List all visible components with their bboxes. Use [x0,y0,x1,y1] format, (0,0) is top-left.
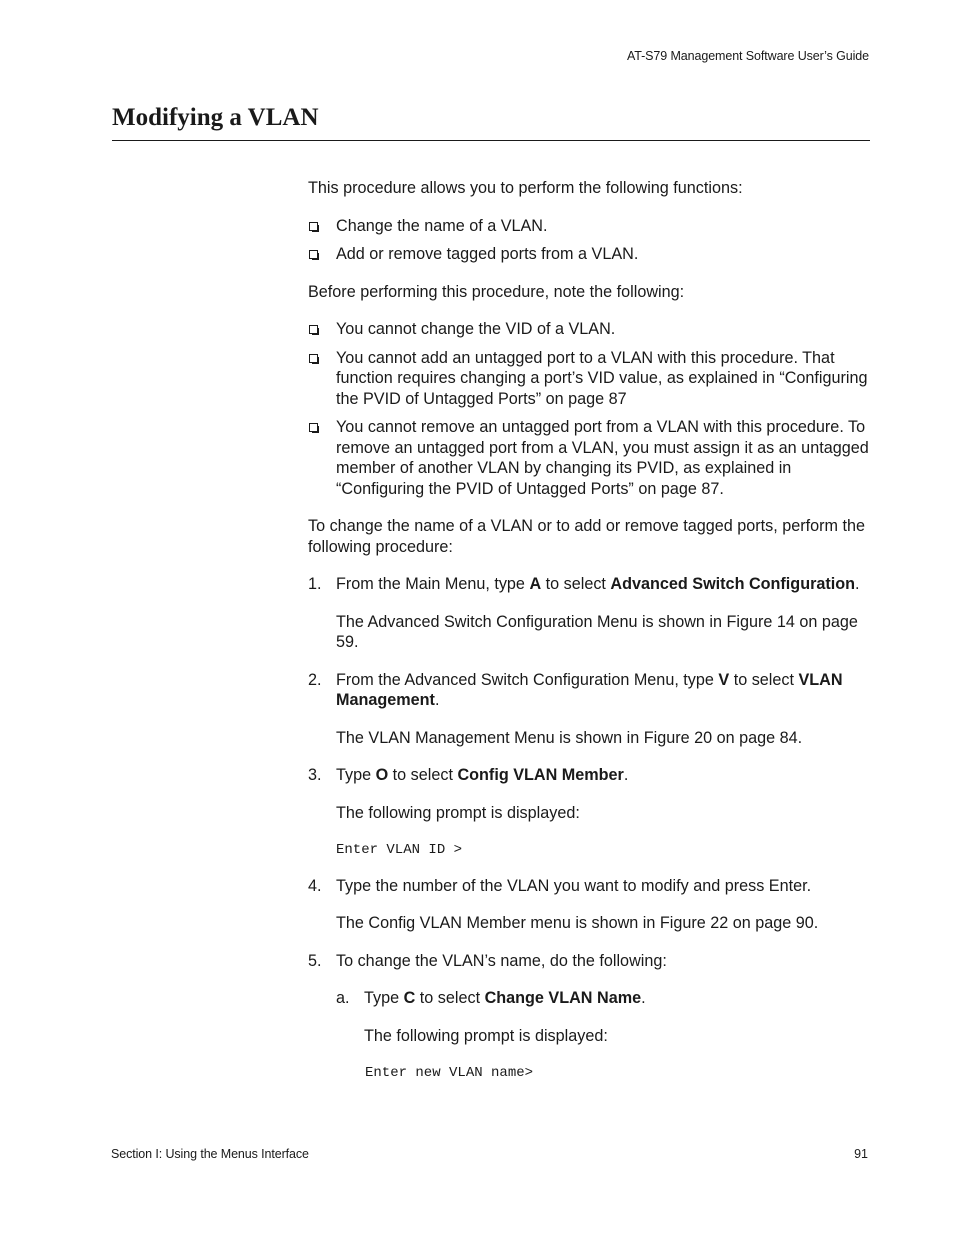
step-note: The Advanced Switch Configuration Menu is shown in Figure 14 on page 59. [336,612,858,651]
step-note: The following prompt is displayed: [336,803,580,822]
step-text: to select [729,670,799,689]
step-text: . [434,691,440,709]
checkbox-bullet-icon [309,222,318,231]
intro-paragraph: This procedure allows you to perform the following functions: [308,179,743,197]
title-rule [112,140,870,141]
footer-section: Section I: Using the Menus Interface [111,1147,309,1161]
step-text: . [855,575,860,593]
list-item-text: Add or remove tagged ports from a VLAN. [336,245,639,263]
step-text: to select [388,766,458,784]
step-menu-option: VLAN Management [336,670,843,709]
checkbox-bullet-icon [309,250,318,259]
substep-letter: a. [336,989,350,1007]
list-item [308,417,874,499]
list-item [308,216,874,237]
list-item [308,348,874,410]
step-key: C [403,989,416,1007]
step-key: V [718,670,730,689]
step-text: Type [336,766,376,784]
procedure-step [308,765,874,786]
procedure-step [308,574,874,595]
step-text: . [623,766,629,784]
step-number: 2. [308,670,322,689]
procedure-step [308,670,874,711]
procedure-step [308,876,874,897]
page-number: 91 [854,1147,868,1161]
procedure-intro: To change the name of a VLAN or to add or remove tagged ports, perform the following procedure: [308,517,865,556]
list-item-text: Change the name of a VLAN. [336,216,548,235]
console-prompt: Enter VLAN ID > [336,842,463,858]
body-text [308,178,874,1084]
list-item-text: You cannot remove an untagged port from a VLAN with this procedure. To remove an untagged port from a VLAN, you must assign it as an untagged member of another VLAN by changing its PVID, as explained in “Configuring the PVID of Untagged Ports” on page 87. [336,418,869,498]
checkbox-bullet-icon [309,354,318,363]
before-note-paragraph: Before performing this procedure, note the following: [308,282,685,301]
list-item [308,244,874,265]
step-menu-option: Advanced Switch Configuration [610,575,856,593]
checkbox-bullet-icon [309,325,318,334]
list-item-text: You cannot change the VID of a VLAN. [336,320,616,338]
section-title: Modifying a VLAN [112,104,319,131]
step-number: 4. [308,876,322,895]
step-text: From the Main Menu, type [336,575,530,593]
step-text: Type the number of the VLAN you want to modify and press Enter. [336,876,812,895]
step-text: to select [541,575,611,593]
step-number: 3. [308,766,322,784]
step-note: The VLAN Management Menu is shown in Figure 20 on page 84. [336,728,803,747]
step-text: Type [364,989,404,1007]
running-header: AT-S79 Management Software User’s Guide [626,49,869,63]
console-prompt: Enter new VLAN name> [365,1065,534,1081]
step-key: A [529,575,542,593]
step-key: O [375,766,389,784]
procedure-step [308,951,874,972]
list-item [308,319,874,340]
step-text: . [641,989,646,1007]
step-text: To change the VLAN’s name, do the following: [336,951,667,970]
step-number: 1. [308,575,322,593]
checkbox-bullet-icon [309,423,318,432]
step-text: From the Advanced Switch Configuration Menu, type [336,670,719,689]
step-note: The following prompt is displayed: [364,1026,608,1045]
step-text: to select [415,989,485,1007]
step-menu-option: Config VLAN Member [457,766,624,784]
step-menu-option: Change VLAN Name [484,989,642,1007]
step-number: 5. [308,951,322,970]
step-note: The Config VLAN Member menu is shown in Figure 22 on page 90. [336,914,819,932]
procedure-substep [308,988,874,1009]
list-item-text: You cannot add an untagged port to a VLAN with this procedure. That function requires changing a port’s VID value, as explained in “Configuring the PVID of Untagged Ports” on page 87 [336,348,868,408]
